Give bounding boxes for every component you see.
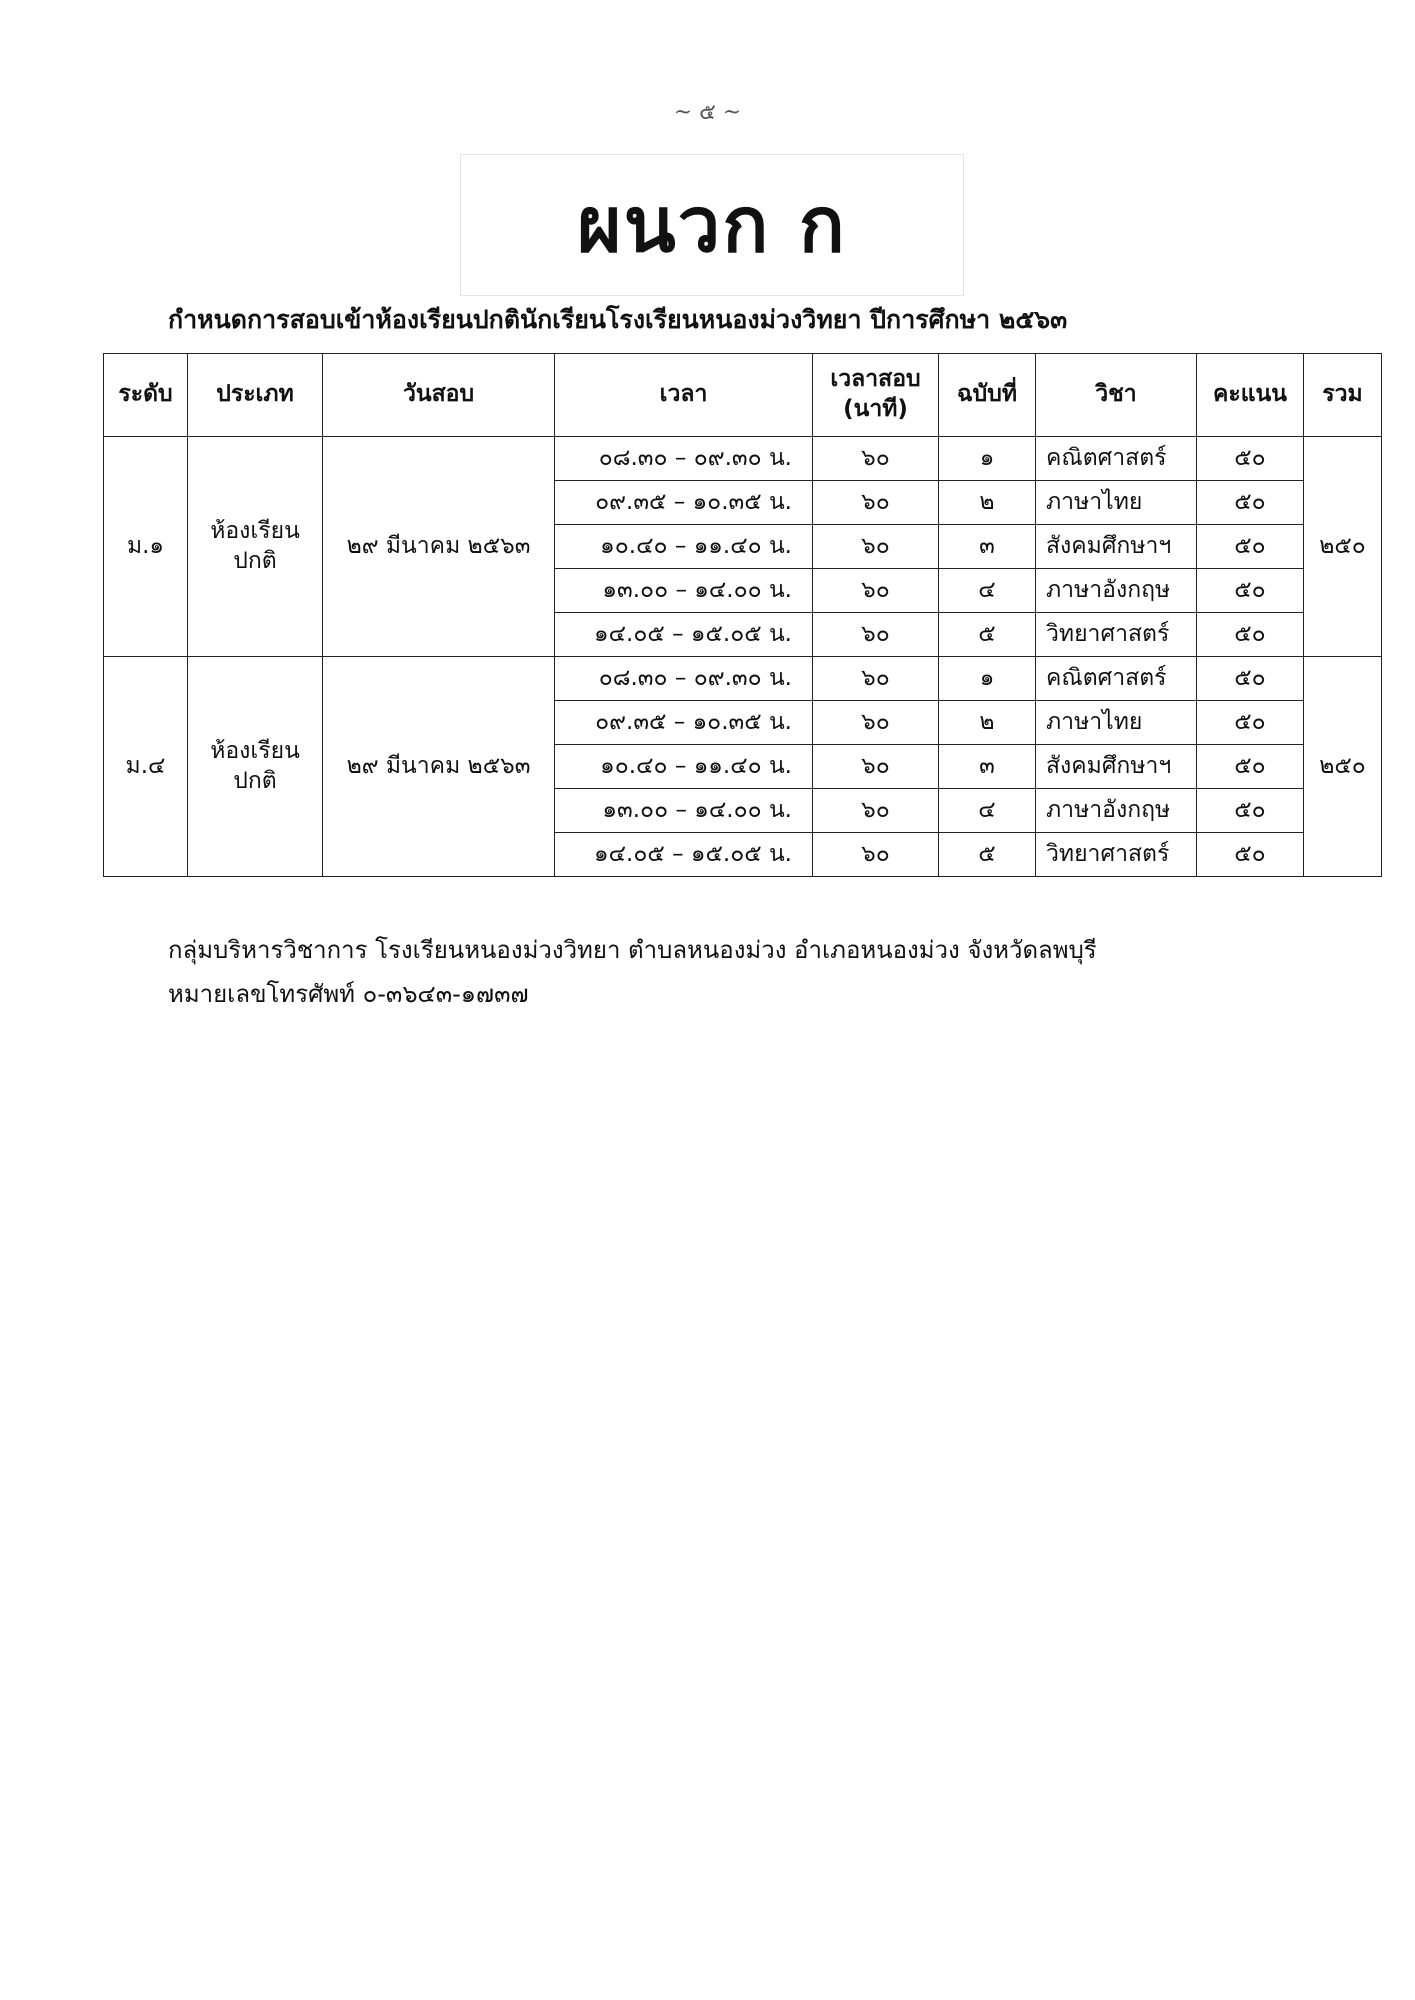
time-cell: ๑๐.๔๐ – ๑๑.๔๐ น. bbox=[555, 745, 813, 789]
subject-cell: ภาษาอังกฤษ bbox=[1036, 789, 1197, 833]
subject-cell: สังคมศึกษาฯ bbox=[1036, 745, 1197, 789]
time-cell: ๑๔.๐๕ – ๑๕.๐๕ น. bbox=[555, 613, 813, 657]
page-title: ผนวก ก bbox=[577, 180, 847, 269]
subject-cell: ภาษาไทย bbox=[1036, 701, 1197, 745]
duration-cell: ๖๐ bbox=[813, 789, 939, 833]
level-cell: ม.๑ bbox=[104, 437, 188, 657]
header-type: ประเภท bbox=[188, 354, 323, 437]
paper-cell: ๔ bbox=[939, 789, 1036, 833]
title-box bbox=[460, 154, 964, 296]
subject-cell: สังคมศึกษาฯ bbox=[1036, 525, 1197, 569]
footer-contact bbox=[168, 928, 1097, 1016]
level-cell: ม.๔ bbox=[104, 657, 188, 877]
time-cell: ๑๓.๐๐ – ๑๔.๐๐ น. bbox=[555, 569, 813, 613]
header-level: ระดับ bbox=[104, 354, 188, 437]
time-cell: ๐๙.๓๕ – ๑๐.๓๕ น. bbox=[555, 701, 813, 745]
subject-cell: ภาษาอังกฤษ bbox=[1036, 569, 1197, 613]
exam-schedule-table bbox=[103, 353, 1382, 877]
paper-cell: ๔ bbox=[939, 569, 1036, 613]
header-total: รวม bbox=[1304, 354, 1382, 437]
type-cell bbox=[188, 437, 323, 657]
score-cell: ๕๐ bbox=[1197, 569, 1304, 613]
page-number: ~ ๕ ~ bbox=[673, 100, 742, 125]
table-row bbox=[104, 437, 1382, 481]
header-score: คะแนน bbox=[1197, 354, 1304, 437]
score-cell: ๕๐ bbox=[1197, 701, 1304, 745]
paper-cell: ๕ bbox=[939, 613, 1036, 657]
score-cell: ๕๐ bbox=[1197, 745, 1304, 789]
paper-cell: ๒ bbox=[939, 481, 1036, 525]
duration-cell: ๖๐ bbox=[813, 833, 939, 877]
type-line1: ห้องเรียน bbox=[210, 517, 300, 544]
footer-phone: หมายเลขโทรศัพท์ ๐-๓๖๔๓-๑๗๓๗ bbox=[168, 980, 529, 1008]
subject-cell: ภาษาไทย bbox=[1036, 481, 1197, 525]
header-duration-line2: (นาที) bbox=[843, 396, 908, 422]
score-cell: ๕๐ bbox=[1197, 657, 1304, 701]
date-cell: ๒๙ มีนาคม ๒๕๖๓ bbox=[323, 657, 555, 877]
time-cell: ๑๔.๐๕ – ๑๕.๐๕ น. bbox=[555, 833, 813, 877]
paper-cell: ๑ bbox=[939, 657, 1036, 701]
time-cell: ๑๓.๐๐ – ๑๔.๐๐ น. bbox=[555, 789, 813, 833]
total-cell: ๒๕๐ bbox=[1304, 437, 1382, 657]
subject-cell: วิทยาศาสตร์ bbox=[1036, 833, 1197, 877]
duration-cell: ๖๐ bbox=[813, 745, 939, 789]
subject-cell: คณิตศาสตร์ bbox=[1036, 437, 1197, 481]
score-cell: ๕๐ bbox=[1197, 613, 1304, 657]
paper-cell: ๒ bbox=[939, 701, 1036, 745]
time-cell: ๑๐.๔๐ – ๑๑.๔๐ น. bbox=[555, 525, 813, 569]
duration-cell: ๖๐ bbox=[813, 437, 939, 481]
duration-cell: ๖๐ bbox=[813, 613, 939, 657]
header-duration bbox=[813, 354, 939, 437]
duration-cell: ๖๐ bbox=[813, 481, 939, 525]
date-cell: ๒๙ มีนาคม ๒๕๖๓ bbox=[323, 437, 555, 657]
header-time: เวลา bbox=[555, 354, 813, 437]
schedule-subtitle: กำหนดการสอบเข้าห้องเรียนปกตินักเรียนโรงเรียนหนองม่วงวิทยา ปีการศึกษา ๒๕๖๓ bbox=[168, 305, 1068, 334]
duration-cell: ๖๐ bbox=[813, 525, 939, 569]
type-line1: ห้องเรียน bbox=[210, 737, 300, 764]
type-line2: ปกติ bbox=[233, 767, 277, 794]
type-cell bbox=[188, 657, 323, 877]
paper-cell: ๓ bbox=[939, 525, 1036, 569]
header-duration-line1: เวลาสอบ bbox=[830, 366, 921, 393]
score-cell: ๕๐ bbox=[1197, 833, 1304, 877]
score-cell: ๕๐ bbox=[1197, 789, 1304, 833]
score-cell: ๕๐ bbox=[1197, 525, 1304, 569]
paper-cell: ๓ bbox=[939, 745, 1036, 789]
duration-cell: ๖๐ bbox=[813, 657, 939, 701]
header-date: วันสอบ bbox=[323, 354, 555, 437]
paper-cell: ๕ bbox=[939, 833, 1036, 877]
total-cell: ๒๕๐ bbox=[1304, 657, 1382, 877]
duration-cell: ๖๐ bbox=[813, 569, 939, 613]
table-row bbox=[104, 657, 1382, 701]
paper-cell: ๑ bbox=[939, 437, 1036, 481]
score-cell: ๕๐ bbox=[1197, 437, 1304, 481]
footer-address: กลุ่มบริหารวิชาการ โรงเรียนหนองม่วงวิทยา ตำบลหนองม่วง อำเภอหนองม่วง จังหวัดลพบุรี bbox=[168, 936, 1097, 964]
duration-cell: ๖๐ bbox=[813, 701, 939, 745]
time-cell: ๐๘.๓๐ – ๐๙.๓๐ น. bbox=[555, 657, 813, 701]
subject-cell: วิทยาศาสตร์ bbox=[1036, 613, 1197, 657]
time-cell: ๐๘.๓๐ – ๐๙.๓๐ น. bbox=[555, 437, 813, 481]
header-subject: วิชา bbox=[1036, 354, 1197, 437]
type-line2: ปกติ bbox=[233, 547, 277, 574]
subject-cell: คณิตศาสตร์ bbox=[1036, 657, 1197, 701]
time-cell: ๐๙.๓๕ – ๑๐.๓๕ น. bbox=[555, 481, 813, 525]
table-header-row bbox=[104, 354, 1382, 437]
header-paper: ฉบับที่ bbox=[939, 354, 1036, 437]
score-cell: ๕๐ bbox=[1197, 481, 1304, 525]
